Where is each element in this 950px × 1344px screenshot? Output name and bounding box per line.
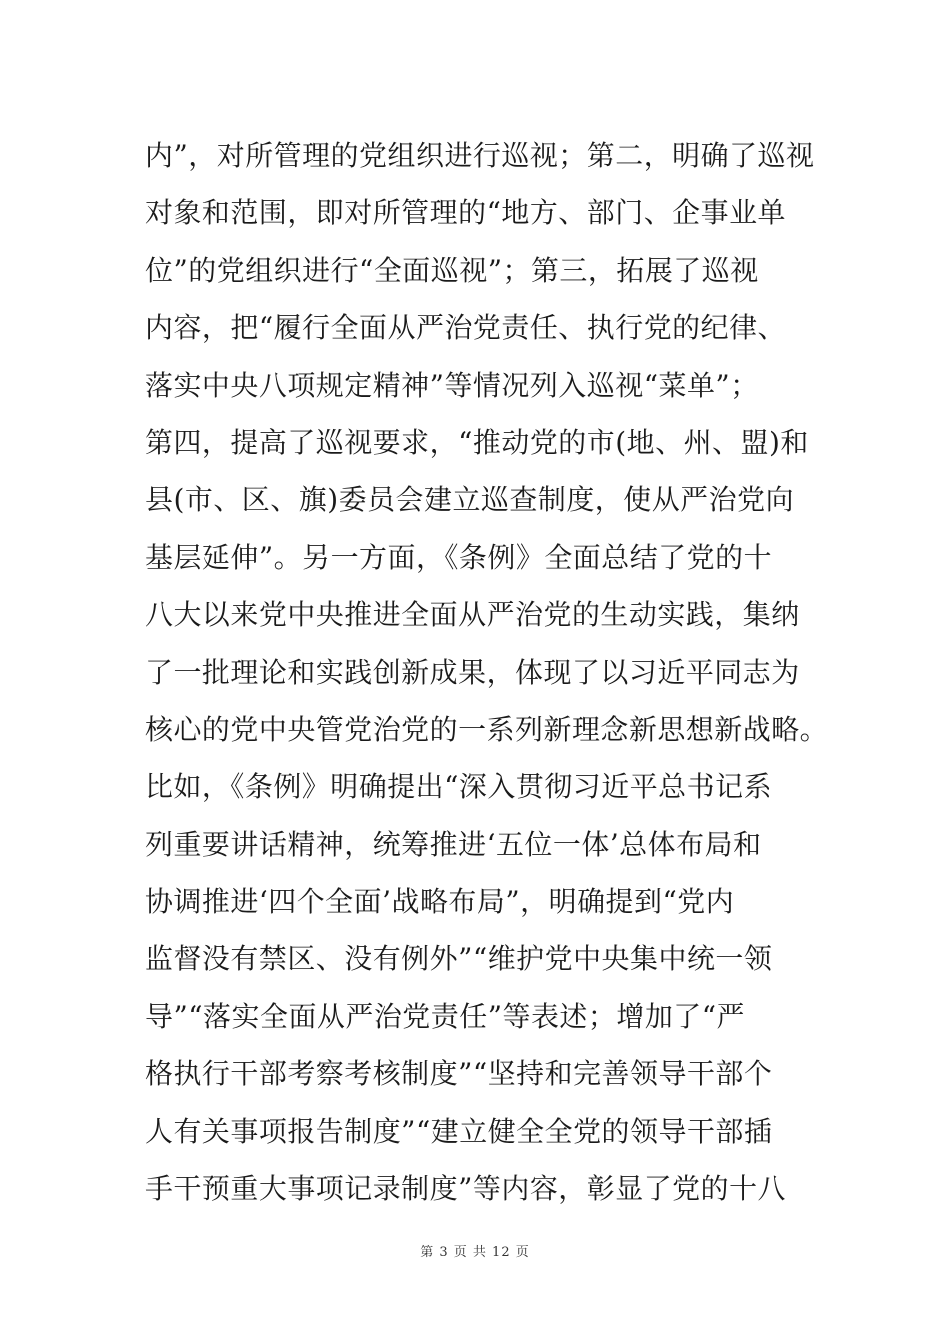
text-line: 对象和范围，即对所管理的“地方、部门、企事业单: [145, 196, 787, 230]
text-line: 格执行干部考察考核制度”“坚持和完善领导干部个: [145, 1057, 773, 1091]
text-line: 县(市、区、旗)委员会建立巡查制度，使从严治党向: [145, 483, 795, 517]
text-line: 基层延伸”。另一方面，《条例》全面总结了党的十: [145, 540, 773, 574]
text-line: 第四，提高了巡视要求，“推动党的市(地、州、盟)和: [145, 425, 809, 459]
body-text: [145, 127, 945, 1217]
page-number-footer: 第 3 页 共 12 页: [420, 1245, 530, 1260]
text-line: 八大以来党中央推进全面从严治党的生动实践，集纳: [145, 598, 800, 632]
text-line: 监督没有禁区、没有例外”“维护党中央集中统一领: [145, 942, 773, 976]
text-line: 内容，把“履行全面从严治党责任、执行党的纪律、: [145, 311, 787, 345]
text-line: 人有关事项报告制度”“建立健全全党的领导干部插: [145, 1114, 773, 1148]
text-line: 了一批理论和实践创新成果，体现了以习近平同志为: [145, 655, 800, 689]
text-line: 内”，对所管理的党组织进行巡视；第二，明确了巡视: [145, 139, 815, 172]
text-line: 落实中央八项规定精神”等情况列入巡视“菜单”；: [145, 368, 759, 402]
text-line: 核心的党中央管党治党的一系列新理念新思想新战略。: [145, 712, 829, 746]
text-line: 手干预重大事项记录制度”等内容，彰显了党的十八: [145, 1172, 787, 1206]
text-line: 导”“落实全面从严治党责任”等表述；增加了“严: [145, 999, 746, 1033]
text-line: 比如，《条例》明确提出“深入贯彻习近平总书记系: [145, 770, 773, 804]
text-line: 协调推进‘四个全面’战略布局”，明确提到“党内: [145, 885, 735, 919]
text-line: 位”的党组织进行“全面巡视”；第三，拓展了巡视: [145, 253, 759, 287]
text-line: 列重要讲话精神，统筹推进‘五位一体’总体布局和: [145, 827, 762, 861]
